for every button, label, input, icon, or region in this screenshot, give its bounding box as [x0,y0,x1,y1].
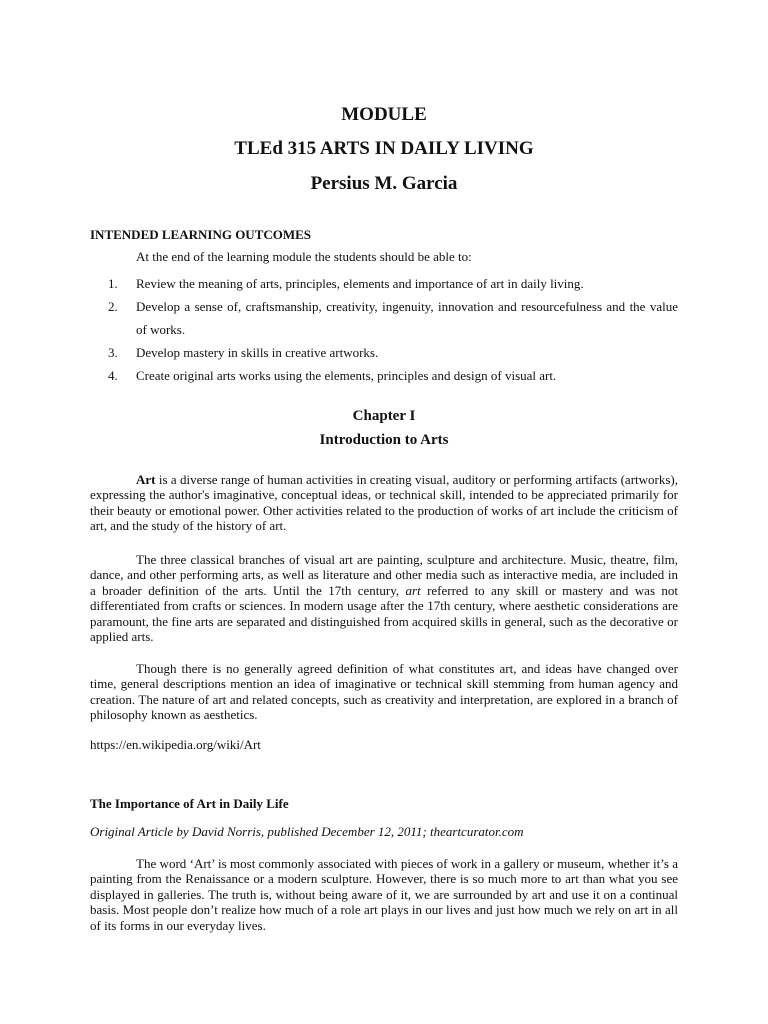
paragraph-importance: The word ‘Art’ is most commonly associated with pieces of work in a gallery or museum, whether it’s a painting from the Renaissance or a modern sculpture. However, there is so much more to art than what you see displayed in galleries. The truth is, without being aware of it, we are surrounded by art and use it on a continual basis. Most people don’t realize how much of a role art plays in our lives and just how much we rely on art in all of its forms in our everyday lives. [90,856,678,933]
paragraph-text: The three classical branches of visual art are painting, sculpture and architecture. Music, theatre, film, dance, and other performing arts, as well as literature and other media such as interactive media, are included in a broader definition of the arts. Until the 17th century, [90,552,678,598]
list-number: 2. [108,299,118,314]
ilo-list [108,272,678,387]
ilo-heading: INTENDED LEARNING OUTCOMES [90,227,312,242]
article-byline: Original Article by David Norris, published December 12, 2011; theartcurator.com [90,824,524,839]
author-name: Persius M. Garcia [310,173,458,194]
list-text: Review the meaning of arts, principles, elements and importance of art in daily living. [136,276,584,291]
ilo-intro: At the end of the learning module the students should be able to: [136,249,472,264]
course-title: TLEd 315 ARTS IN DAILY LIVING [234,138,534,159]
list-item [108,341,678,364]
list-text: Develop a sense of, craftsmanship, creativity, ingenuity, innovation and resourcefulness and the value of works. [136,299,678,337]
list-text: Create original arts works using the elements, principles and design of visual art. [136,368,557,383]
term-art: Art [136,472,156,487]
chapter-number: Chapter I [352,408,416,424]
paragraph-aesthetics: Though there is no generally agreed definition of what constitutes art, and ideas have changed over time, general descriptions mention an idea of imaginative or technical skill stemming from human agency and creation. The nature of art and related concepts, such as creativity and interpretation, are explored in a branch of philosophy known as aesthetics. [90,661,678,723]
list-number: 4. [108,368,118,383]
module-label: MODULE [341,104,427,125]
list-number: 3. [108,345,118,360]
section-heading: The Importance of Art in Daily Life [90,796,289,811]
list-item [108,364,678,387]
paragraph-text: referred to any skill or mastery and was not differentiated from crafts or sciences. In modern usage after the 17th century, where aesthetic considerations are paramount, the fine arts are separated and distinguished from acquired skills in general, such as the decorative or applied arts. [90,582,678,645]
list-item [108,295,678,341]
list-text: Develop mastery in skills in creative artworks. [136,345,379,360]
chapter-title: Introduction to Arts [319,432,449,448]
source-link[interactable]: https://en.wikipedia.org/wiki/Art [90,737,261,752]
paragraph-text: is a diverse range of human activities in creating visual, auditory or performing artifacts (artworks), expressing the author's imaginative, conceptual ideas, or technical skill, intended to be appreciated primarily for their beauty or emotional power. Other activities related to the production of works of art include the criticism of art, and the study of the history of art. [90,472,678,534]
term-art-italic: art [405,582,421,598]
paragraph-art-definition [90,472,678,534]
list-number: 1. [108,276,118,291]
list-item [108,272,678,295]
paragraph-branches [90,552,678,644]
